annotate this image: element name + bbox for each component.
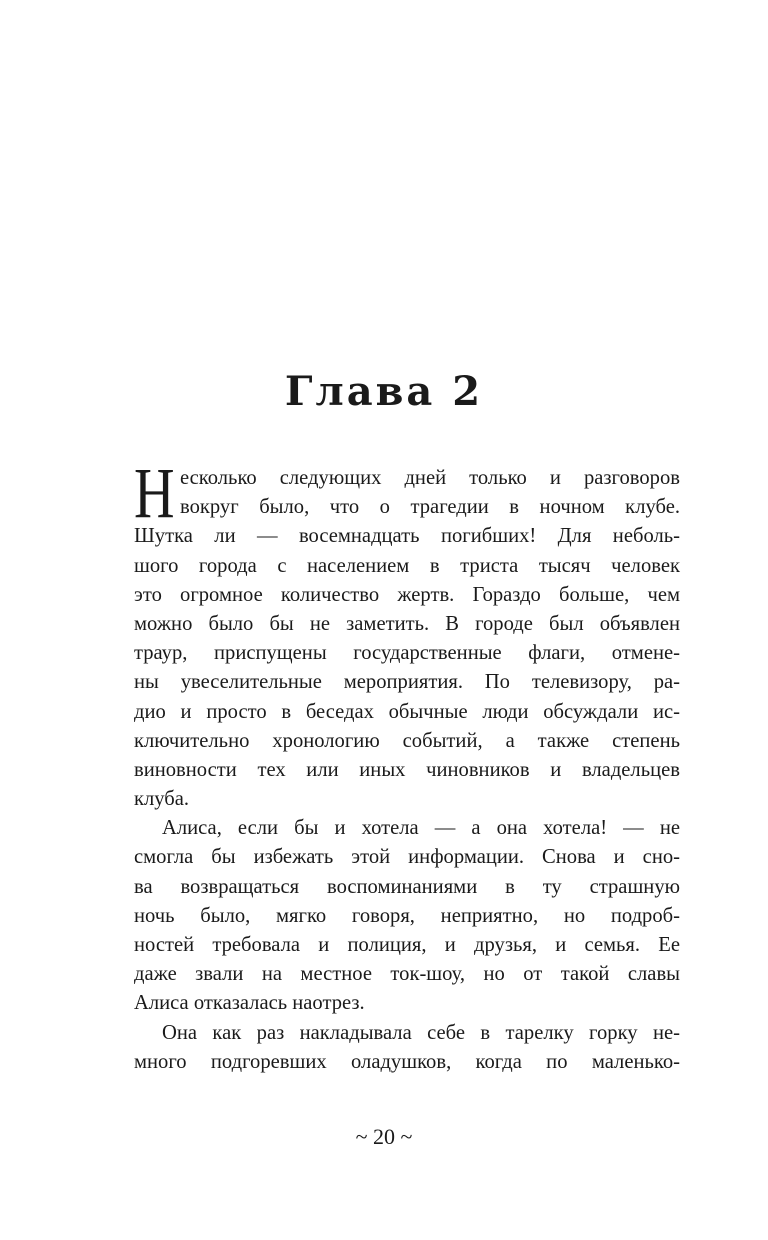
text-line: Алиса отказалась наотрез. — [134, 992, 365, 1015]
text-line: это огромное количество жертв. Гораздо больше, чем — [134, 583, 680, 606]
text-line: много подгоревших оладушков, когда по маленько- — [134, 1050, 680, 1073]
chapter-text — [134, 453, 680, 1077]
text-line: ны увеселительные мероприятия. По телевизору, ра- — [134, 671, 680, 694]
page-number: ~ 20 ~ — [355, 1124, 413, 1149]
text-line: есколько следующих дней только и разговоров — [180, 467, 680, 489]
text-line: смогла бы избежать этой информации. Снова и сно- — [134, 846, 680, 869]
chapter-title: Глава 2 — [284, 368, 484, 415]
text-line: Она как раз накладывала себе в тарелку горку не- — [162, 1021, 680, 1044]
text-line: ночь было, мягко говоря, неприятно, но подроб- — [134, 904, 680, 927]
text-line: Шутка ли — восемнадцать погибших! Для неболь- — [134, 525, 680, 548]
drop-cap: Н — [134, 453, 175, 533]
text-line: шого города с населением в триста тысяч человек — [134, 554, 680, 577]
text-line: виновности тех или иных чиновников и владельцев — [134, 758, 680, 781]
text-line: Алиса, если бы и хотела — а она хотела! — не — [162, 817, 680, 840]
text-line: ностей требовала и полиция, и друзья, и семья. Ее — [134, 934, 680, 956]
text-line: вокруг было, что о трагедии в ночном клубе. — [180, 496, 680, 519]
text-line: ключительно хронологию событий, а также степень — [134, 729, 680, 752]
text-line: дио и просто в беседах обычные люди обсуждали ис- — [134, 700, 680, 723]
text-line: можно было бы не заметить. В городе был объявлен — [134, 612, 680, 635]
text-line: ва возвращаться воспоминаниями в ту страшную — [134, 875, 680, 898]
text-line: траур, приспущены государственные флаги, отмене- — [134, 642, 680, 665]
text-line: клуба. — [134, 788, 190, 811]
text-line: даже звали на местное ток-шоу, но от такой славы — [134, 963, 680, 986]
